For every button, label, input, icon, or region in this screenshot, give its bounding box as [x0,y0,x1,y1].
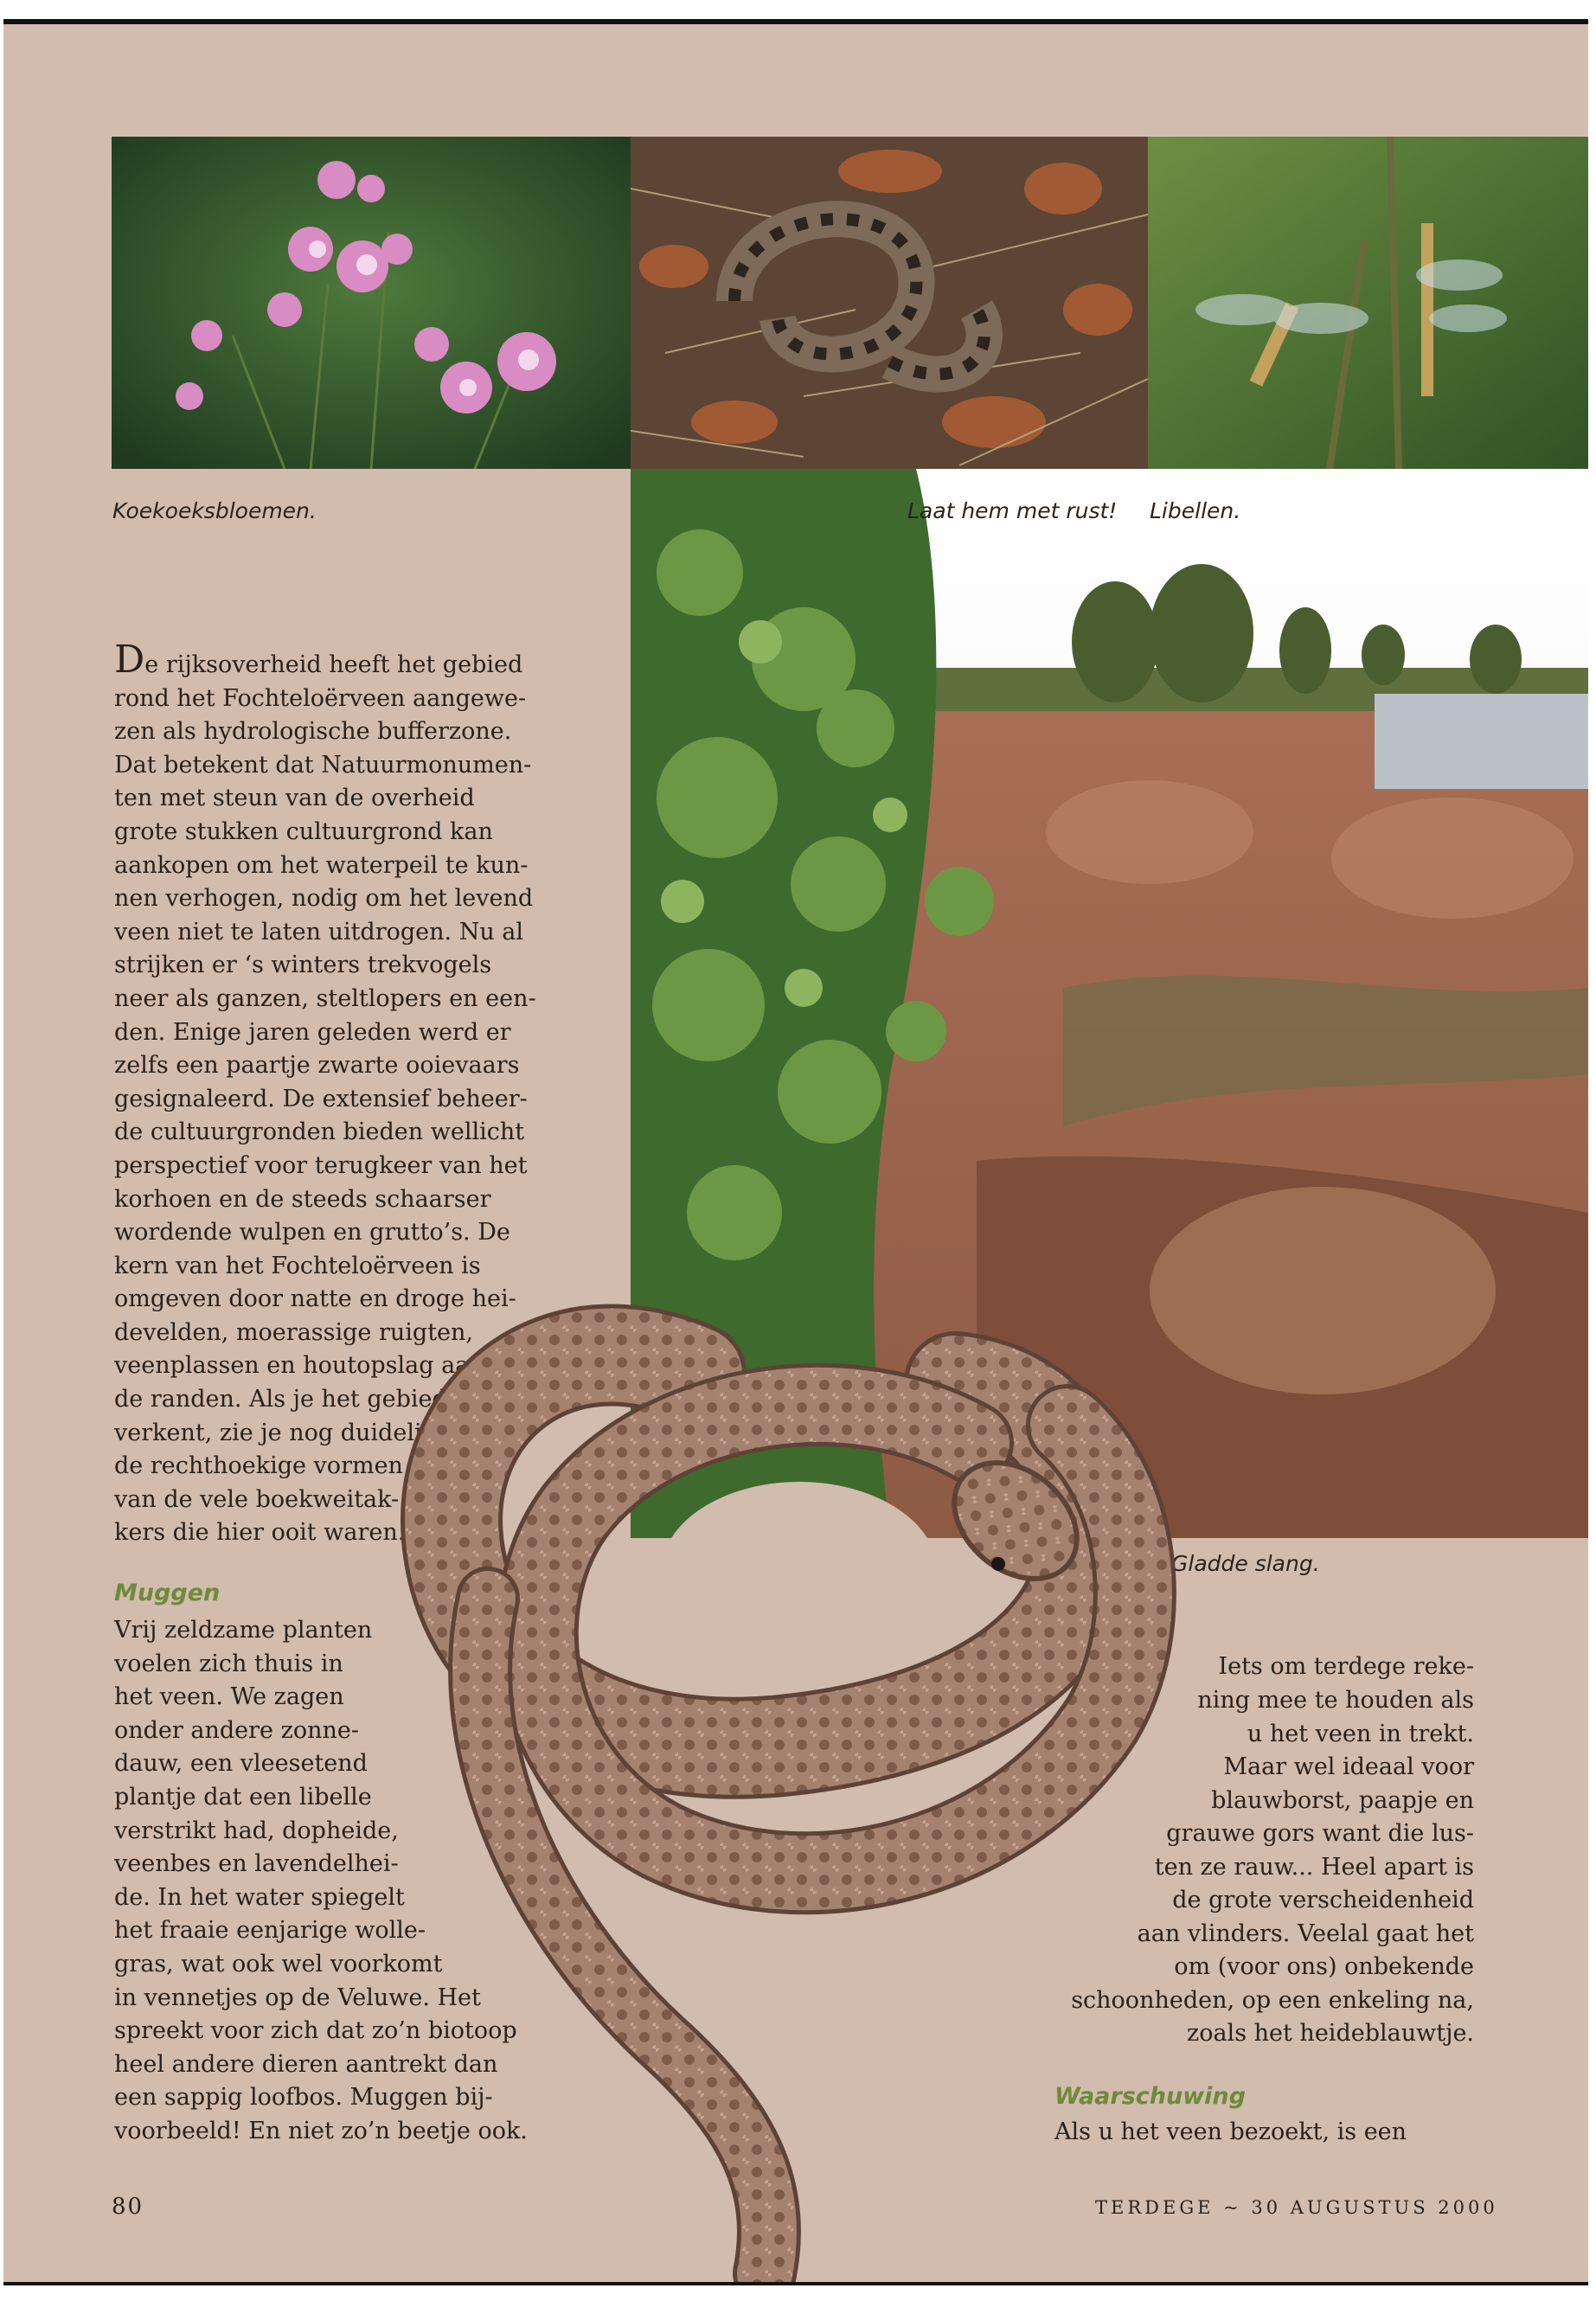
text-line: rond het Fochteloërveen aangewe- [114,684,527,712]
text-line: voelen zich thuis in [114,1650,343,1677]
text-line: kern van het Fochteloërveen is [114,1252,481,1279]
text-line: in vennetjes op de Veluwe. Het [114,1984,481,2011]
text-line: de randen. Als je het gebied [114,1386,447,1413]
text-line: grauwe gors want die lus- [1166,1820,1474,1847]
text-line: gesignaleerd. De extensief beheer- [114,1085,528,1112]
waarschuwing-paragraph [1054,2116,1407,2150]
text-line: den. Enige jaren geleden werd er [114,1018,511,1046]
text-line: Iets om terdege reke- [1218,1653,1474,1680]
text-line: onder andere zonne- [114,1716,359,1744]
text-line: de cultuurgronden bieden wellicht [114,1118,525,1146]
text-line: korhoen en de steeds schaarser [114,1185,491,1213]
text-line: heel andere dieren aantrekt dan [114,2050,498,2078]
text-line: gras, wat ook wel voorkomt [114,1950,443,1977]
text-line: nen verhogen, nodig om het levend [114,885,534,913]
text-line: aankopen om het waterpeil te kun- [114,851,529,879]
text-line: omgeven door natte en droge hei- [114,1285,516,1313]
text-line: grote stukken cultuurgrond kan [114,817,493,845]
text-line: Vrij zeldzame planten [114,1617,373,1644]
text-line: schoonheden, op een enkeling na, [1071,1987,1474,2014]
caption-flowers: Koekoeksbloemen. [112,498,317,523]
caption-dragonflies: Libellen. [1150,498,1241,523]
text-line: voorbeeld! En niet zo’n beetje ook. [114,2117,528,2144]
adder-photo [631,137,1148,469]
dropcap: D [114,638,145,682]
text-line: spreekt voor zich dat zo’n biotoop [114,2017,517,2045]
text-line: dauw, een vleesetend [114,1750,368,1778]
text-line: ten ze rauw... Heel apart is [1154,1854,1474,1881]
text-line: om (voor ons) onbekende [1174,1953,1474,1980]
dragonflies-photo [1148,137,1588,469]
text-line: kers die hier ooit waren. [114,1519,406,1547]
text-line: Maar wel ideaal voor [1223,1753,1474,1780]
text-line: veenplassen en houtopslag aan [114,1352,484,1380]
text-line: ning mee te houden als [1197,1687,1474,1714]
text-line: e rijksoverheid heeft het gebied [144,651,523,678]
heading-muggen: Muggen [114,1580,221,1606]
text-line: de. In het water spiegelt [114,1883,405,1911]
text-line: Als u het veen bezoekt, is een [1054,2118,1407,2145]
heading-waarschuwing: Waarschuwing [1054,2083,1246,2110]
text-line: van de vele boekweitak- [114,1485,400,1513]
text-line: Dat betekent dat Natuurmonumen- [114,751,532,779]
text-line: ten met steun van de overheid [114,785,475,812]
text-line: plantje dat een libelle [114,1783,372,1811]
text-line: zelfs een paartje zwarte ooievaars [114,1052,520,1080]
caption-snake: Gladde slang. [1171,1551,1320,1576]
text-line: de grote verscheidenheid [1172,1887,1474,1913]
publication-footer: TERDEGE ~ 30 AUGUSTUS 2000 [1095,2197,1498,2218]
text-line: verstrikt had, dopheide, [114,1817,399,1844]
text-line: verkent, zie je nog duidelijk [114,1419,444,1446]
text-line: wordende wulpen en grutto’s. De [114,1219,510,1247]
magazine-page [3,19,1588,2285]
right-column-paragraph [1042,1650,1474,2057]
peat-bog-landscape-photo [631,469,1588,1538]
text-line: de rechthoekige vormen [114,1452,403,1480]
text-line: een sappig loofbos. Muggen bij- [114,2084,493,2112]
text-line: blauwborst, paapje en [1211,1787,1474,1814]
text-line: aan vlinders. Veelal gaat het [1137,1920,1474,1947]
text-line: veen niet te laten uitdrogen. Nu al [114,918,524,945]
text-line: veenbes en lavendelhei- [114,1850,399,1878]
intro-paragraph [114,638,536,1550]
text-line: u het veen in trekt. [1247,1721,1474,1747]
muggen-paragraph [114,1614,528,2149]
page-number: 80 [112,2194,144,2220]
text-line: het veen. We zagen [114,1683,344,1711]
text-line: het fraaie eenjarige wolle- [114,1917,426,1945]
caption-viper: Laat hem met rust! [907,498,1118,523]
text-line: strijken er ‘s winters trekvogels [114,952,492,979]
text-line: zoals het heideblauwtje. [1186,2020,1474,2047]
text-line: neer als ganzen, steltlopers en een- [114,984,536,1012]
text-line: zen als hydrologische bufferzone. [114,718,512,746]
text-line: develden, moerassige ruigten, [114,1318,473,1346]
text-line: perspectief voor terugkeer van het [114,1151,528,1179]
flowers-photo [112,137,631,469]
